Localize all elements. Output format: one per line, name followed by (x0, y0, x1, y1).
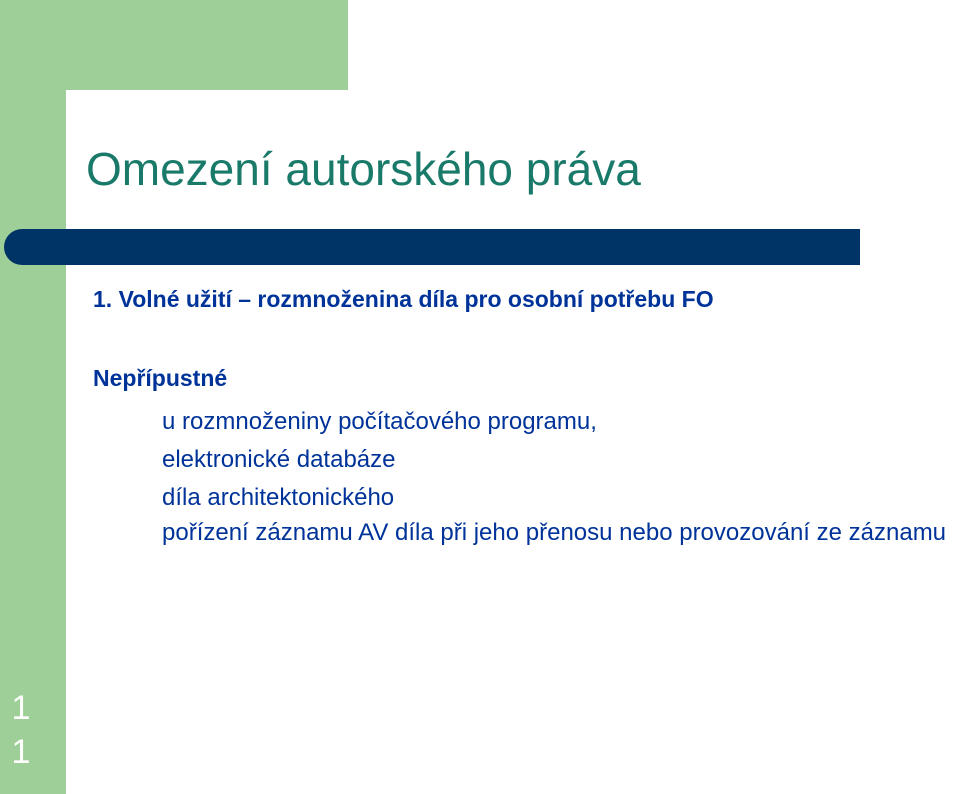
title-divider-bar (4, 229, 860, 265)
slide-title: Omezení autorského práva (86, 143, 641, 195)
green-side-band (0, 0, 66, 794)
item-list (162, 403, 960, 549)
subheading: Nepřípustné (93, 365, 228, 391)
list-item: u rozmnoženiny počítačového programu, (162, 408, 597, 435)
section-heading: 1. Volné užití – rozmnoženina díla pro osobní potřebu FO (93, 286, 714, 312)
page-number-digit: 1 (11, 733, 31, 771)
list-item: elektronické databáze (162, 446, 396, 473)
page-number (6, 686, 36, 774)
green-top-band (0, 0, 348, 90)
page-number-digit: 1 (11, 689, 31, 727)
list-item: pořízení záznamu AV díla při jeho přenosu nebo provozování ze záznamu (162, 519, 947, 546)
list-item: díla architektonického (162, 484, 395, 511)
